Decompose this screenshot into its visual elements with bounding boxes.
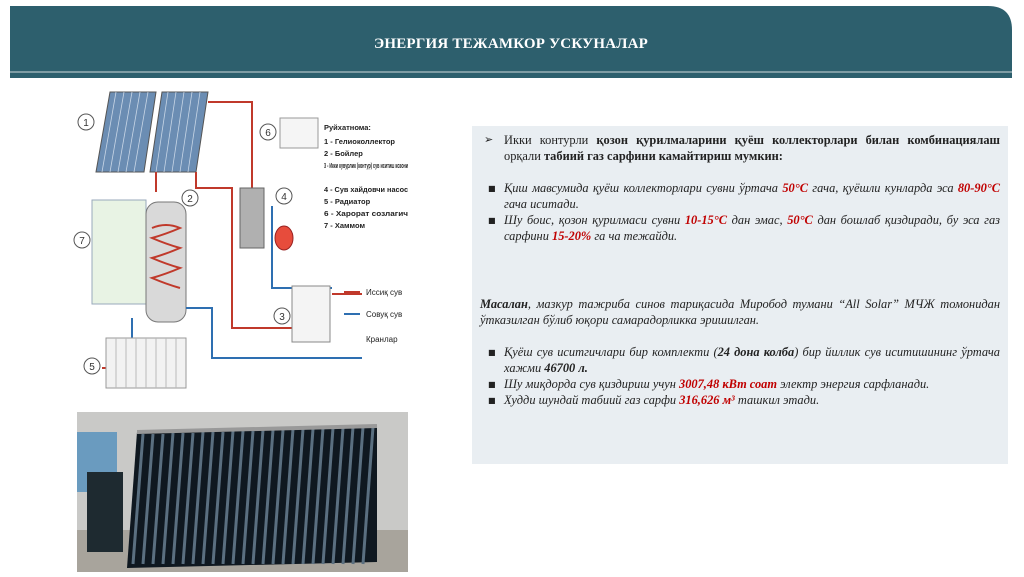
bullet-savings: ■ Шу боис, қозон қурилмаси сувни 10-15°С дан эмас, 50°С дан бошлаб қиздиради, бу эса газ сарфини 15-20% га ча тежайди. <box>488 213 1000 243</box>
svg-text:1 - Гелиоколлектор: 1 - Гелиоколлектор <box>324 137 395 146</box>
svg-text:7: 7 <box>79 236 85 247</box>
svg-text:4: 4 <box>281 192 287 203</box>
square-bullet-icon: ■ <box>488 396 496 405</box>
svg-text:Иссиқ сув: Иссиқ сув <box>366 288 403 297</box>
heating-system-diagram <box>72 88 412 406</box>
bullet-gas: ■ Худди шундай табиий газ сарфи 316,626 м³ ташкил этади. <box>488 393 820 407</box>
svg-text:4 - Сув хайдовчи насос: 4 - Сув хайдовчи насос <box>324 185 408 194</box>
svg-text:2 - Бойлер: 2 - Бойлер <box>324 149 363 158</box>
svg-text:5: 5 <box>89 362 95 373</box>
bullet-volume: ■ Қуёш сув иситгичлари бир комплекти (24 дона колба) бир йиллик сув иситишининг ўртача хажми 46700 л. <box>488 345 1000 375</box>
info-textbox <box>472 126 1008 464</box>
square-bullet-icon: ■ <box>488 184 496 193</box>
square-bullet-icon: ■ <box>488 216 496 225</box>
bullet-winter: ■ Қиш мавсумида қуёш коллекторлари сувни ўртача 50°С гача, қуёшли кунларда эса 80-90°С гача иситади. <box>488 181 1000 211</box>
svg-text:Совуқ сув: Совуқ сув <box>366 310 403 319</box>
square-bullet-icon: ■ <box>488 380 496 389</box>
example-paragraph: Масалан, мазкур тажриба синов тариқасида Миробод тумани “All Solar” МЧЖ томонидан ўтказилган бўлиб юқори самарадорликка эришилган. <box>480 297 1000 327</box>
svg-text:3: 3 <box>279 312 285 323</box>
svg-text:5 - Радиатор: 5 - Радиатор <box>324 197 371 206</box>
arrow-bullet-icon: ➢ <box>484 133 494 146</box>
header-banner <box>10 6 1012 78</box>
svg-text:3 - Икки кувурлик (контур) сув: 3 - Икки кувурлик (контур) сув иситиш козони <box>324 161 409 170</box>
svg-text:Руйхатнома:: Руйхатнома: <box>324 123 371 132</box>
bullet-electricity: ■ Шу миқдорда сув қиздириш учун 3007,48 кВт соат электр энергия сарфланади. <box>488 377 930 391</box>
svg-text:1: 1 <box>83 118 89 129</box>
svg-text:7 - Хаммом: 7 - Хаммом <box>324 221 366 230</box>
svg-text:6 - Харорат созлагич: 6 - Харорат созлагич <box>324 209 408 218</box>
svg-text:2: 2 <box>187 194 193 205</box>
photo-svg <box>77 412 408 572</box>
lead-paragraph: ➢ Икки контурли қозон қурилмаларини қуёш коллекторлари билан комбинациялаш орқали табиий газ сарфини камайтириш мумкин: <box>484 133 1000 163</box>
solar-collector-illustration <box>96 92 208 172</box>
solar-collector-photo <box>77 412 408 572</box>
svg-text:Кранлар: Кранлар <box>366 335 398 344</box>
radiator-illustration <box>106 338 186 388</box>
page-title: ЭНЕРГИЯ ТЕЖАМКОР УСКУНАЛАР <box>373 36 648 52</box>
diagram-svg <box>72 88 412 406</box>
square-bullet-icon: ■ <box>488 348 496 357</box>
svg-text:6: 6 <box>265 128 271 139</box>
